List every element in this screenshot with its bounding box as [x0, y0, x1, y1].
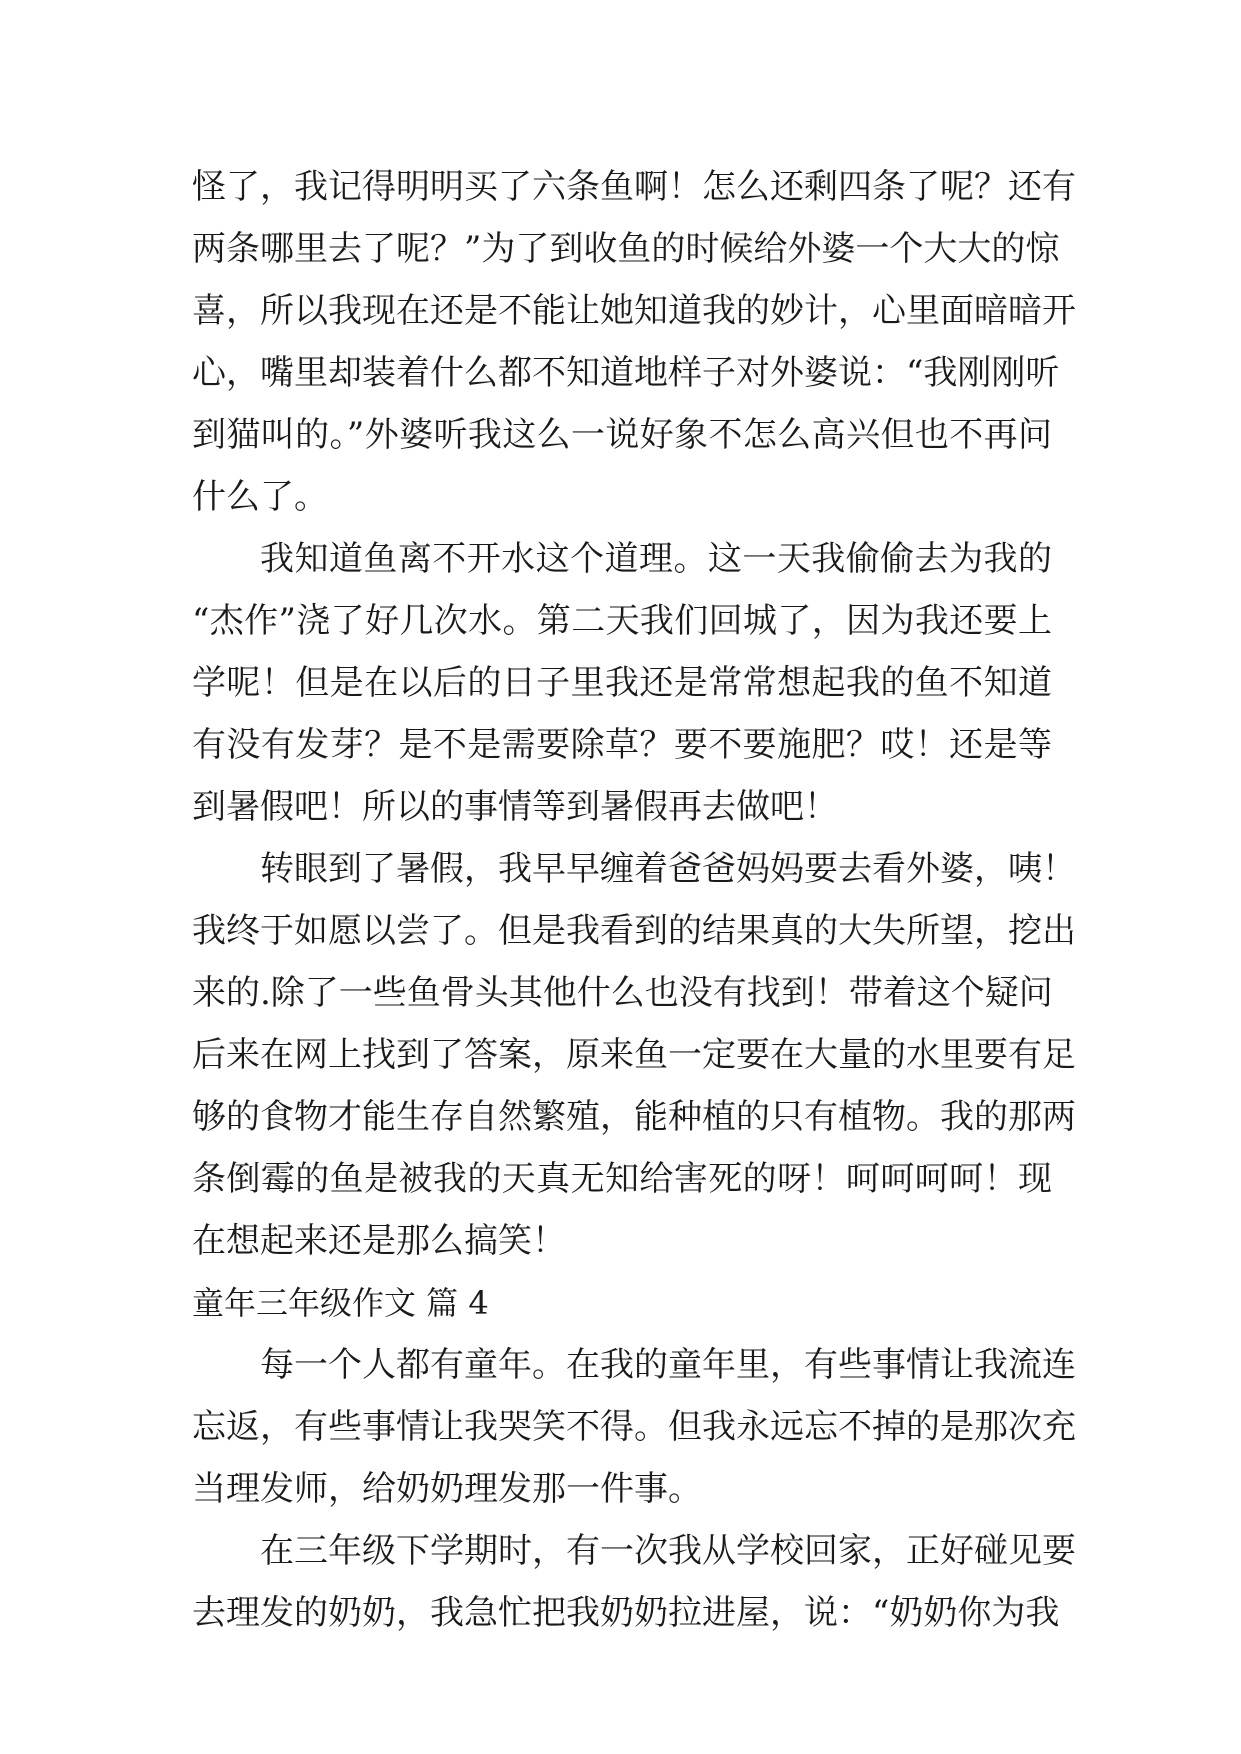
- text-line: “杰作”浇了好几次水。第二天我们回城了，因为我还要上: [192, 601, 1052, 641]
- text-line: 有没有发芽？是不是需要除草？要不要施肥？哎！还是等: [192, 725, 1052, 765]
- text-line: 转眼到了暑假，我早早缠着爸爸妈妈要去看外婆，咦！: [260, 849, 1076, 889]
- text-line: 我终于如愿以尝了。但是我看到的结果真的大失所望，挖出: [192, 911, 1076, 951]
- text-line: 心，嘴里却装着什么都不知道地样子对外婆说：“我刚刚听: [192, 353, 1060, 393]
- text-line: 到暑假吧！所以的事情等到暑假再去做吧！: [192, 787, 838, 827]
- text-line: 当理发师，给奶奶理发那一件事。: [192, 1469, 702, 1509]
- text-line: 我知道鱼离不开水这个道理。这一天我偷偷去为我的: [260, 539, 1052, 579]
- text-line: 两条哪里去了呢？”为了到收鱼的时候给外婆一个大大的惊: [192, 229, 1060, 269]
- text-line: 在三年级下学期时，有一次我从学校回家，正好碰见要: [260, 1531, 1076, 1571]
- text-line: 怪了，我记得明明买了六条鱼啊！怎么还剩四条了呢？还有: [192, 167, 1076, 207]
- paragraph-1: [192, 156, 1076, 528]
- paragraph-2: [192, 528, 1052, 838]
- text-line: 来的.除了一些鱼骨头其他什么也没有找到！带着这个疑问: [192, 973, 1053, 1013]
- document-page: [192, 156, 1076, 1644]
- paragraph-5: [192, 1520, 1076, 1644]
- text-line: 到猫叫的。”外婆听我这么一说好象不怎么高兴但也不再问: [192, 415, 1052, 455]
- text-line: 去理发的奶奶，我急忙把我奶奶拉进屋，说：“奶奶你为我: [192, 1593, 1060, 1633]
- text-line: 条倒霉的鱼是被我的天真无知给害死的呀！呵呵呵呵！现: [192, 1159, 1052, 1199]
- paragraph-4: [192, 1334, 1076, 1520]
- text-line: 后来在网上找到了答案，原来鱼一定要在大量的水里要有足: [192, 1035, 1076, 1075]
- text-line: 在想起来还是那么搞笑！: [192, 1221, 566, 1261]
- section-heading: 童年三年级作文 篇 4: [192, 1284, 489, 1322]
- paragraph-3: [192, 838, 1076, 1272]
- text-line: 什么了。: [192, 477, 328, 517]
- text-line: 每一个人都有童年。在我的童年里，有些事情让我流连: [260, 1345, 1076, 1385]
- text-line: 喜，所以我现在还是不能让她知道我的妙计，心里面暗暗开: [192, 291, 1076, 331]
- text-line: 学呢！但是在以后的日子里我还是常常想起我的鱼不知道: [192, 663, 1052, 703]
- text-line: 够的食物才能生存自然繁殖，能种植的只有植物。我的那两: [192, 1097, 1076, 1137]
- text-line: 忘返，有些事情让我哭笑不得。但我永远忘不掉的是那次充: [192, 1407, 1076, 1447]
